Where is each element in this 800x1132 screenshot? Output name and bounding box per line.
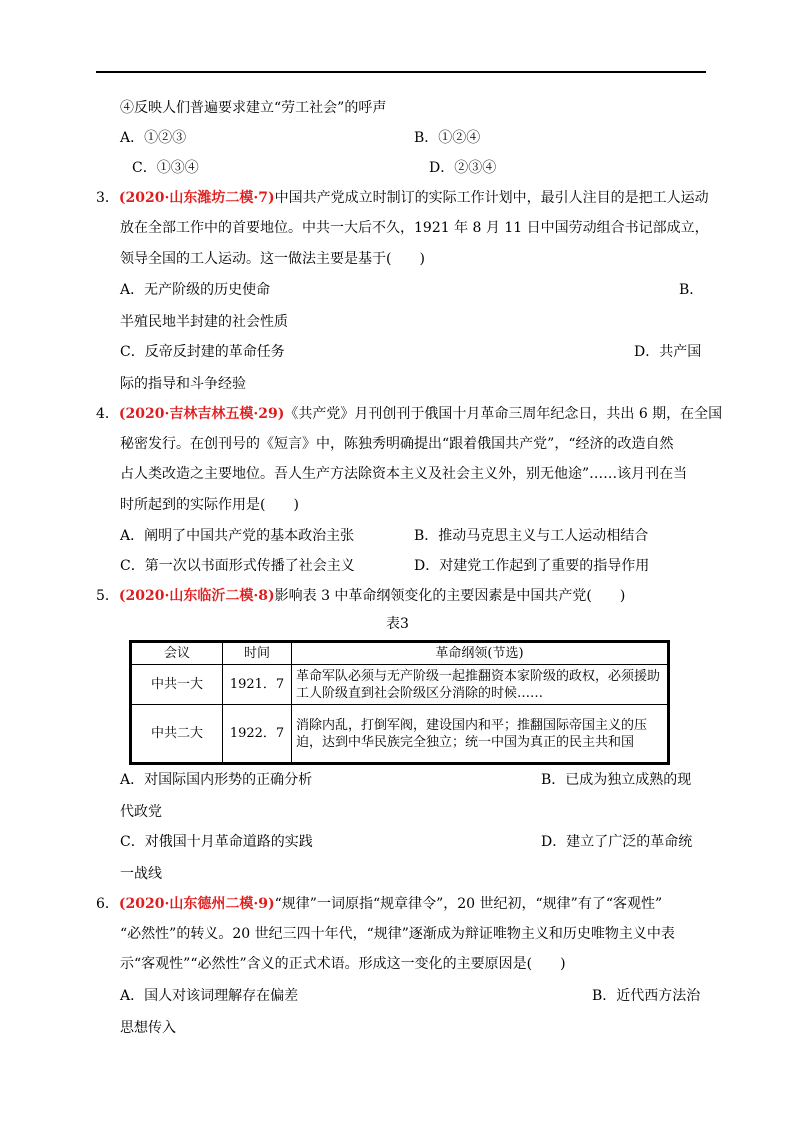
q5-option-b-tail: 代政党 <box>120 804 162 820</box>
q3-option-b-label: B． <box>679 282 704 298</box>
q6-stem-line-1 <box>96 894 662 914</box>
q6-text-1: “规律”一词原指“规章律令”，20 世纪初，“规律”有了“客观性” <box>274 896 663 912</box>
q5-option-a: A．对国际国内形势的正确分析 <box>120 772 313 788</box>
q5-option-c: C．对俄国十月革命道路的实践 <box>120 834 313 850</box>
q6-stem-line-3: 示“客观性”“必然性”含义的正式术语。形成这一变化的主要原因是( ) <box>120 956 566 972</box>
q3-number: 3． <box>96 190 119 206</box>
table-cell: 中共一大 <box>132 665 223 705</box>
header-rule <box>96 71 706 73</box>
q4-text-1: 《共产党》月刊创刊于俄国十月革命三周年纪念日，共出 6 期，在全国 <box>284 406 723 422</box>
q3-option-a: A．无产阶级的历史使命 <box>120 282 271 298</box>
table-cell: 革命军队必须与无产阶级一起推翻资本家阶级的政权，必须援助工人阶级直到社会阶级区分消除的时候…… <box>292 665 668 705</box>
q2-statement-4: ④反映人们普遍要求建立“劳工社会”的呼声 <box>120 100 387 116</box>
q3-source: (2020·山东潍坊二模·7) <box>118 190 275 206</box>
q5-source: (2020·山东临沂二模·8) <box>118 588 275 604</box>
table-header-cell: 革命纲领(节选) <box>292 643 668 665</box>
table-cell: 中共二大 <box>132 705 223 763</box>
q3-stem-line-1 <box>96 188 709 208</box>
q4-option-d: D．对建党工作起到了重要的指导作用 <box>414 558 650 574</box>
table-cell: 1922．7 <box>223 705 292 763</box>
q3-stem-line-3: 领导全国的工人运动。这一做法主要是基于( ) <box>120 251 425 267</box>
q2-option-c: C．①③④ <box>132 160 199 176</box>
q3-text-1: 中国共产党成立时制订的实际工作计划中，最引人注目的是把工人运动 <box>274 190 709 206</box>
q5-option-d-head: D．建立了广泛的革命统 <box>541 834 693 850</box>
q5-text-1: 影响表 3 中革命纲领变化的主要因素是中国共产党( ) <box>274 588 626 604</box>
table-cell: 消除内乱，打倒军阀，建设国内和平；推翻国际帝国主义的压迫，达到中华民族完全独立；统一中国为真正的民主共和国 <box>292 705 668 763</box>
q3-option-c: C．反帝反封建的革命任务 <box>120 344 285 360</box>
q4-source: (2020·吉林吉林五模·29) <box>118 406 285 422</box>
q3-option-b-text: 半殖民地半封建的社会性质 <box>120 314 288 330</box>
q5-option-b-head: B．已成为独立成熟的现 <box>541 772 692 788</box>
q4-option-c: C．第一次以书面形式传播了社会主义 <box>120 558 355 574</box>
q2-option-d: D．②③④ <box>429 160 497 176</box>
program-table <box>131 642 668 763</box>
q5-stem-line-1 <box>96 586 625 606</box>
q6-option-b-tail: 思想传入 <box>120 1020 176 1036</box>
table-row <box>132 665 668 705</box>
q6-option-a: A．国人对该词理解存在偏差 <box>120 988 299 1004</box>
q6-option-b-head: B．近代西方法治 <box>592 988 701 1004</box>
q6-source: (2020·山东德州二模·9) <box>118 896 275 912</box>
q4-stem-line-2: 秘密发行。在创刊号的《短言》中，陈独秀明确提出“跟着俄国共产党”，“经济的改造自然 <box>120 436 674 452</box>
table-header-cell: 时间 <box>223 643 292 665</box>
table-cell: 1921．7 <box>223 665 292 705</box>
table-caption: 表3 <box>386 616 409 632</box>
table-row <box>132 705 668 763</box>
q3-option-d-head: D．共产国 <box>634 344 702 360</box>
q5-option-d-tail: 一战线 <box>120 866 162 882</box>
q4-stem-line-1 <box>96 404 722 424</box>
table-header-row <box>132 643 668 665</box>
q2-option-a: A．①②③ <box>120 130 187 146</box>
table-header-cell: 会议 <box>132 643 223 665</box>
q6-number: 6． <box>96 896 119 912</box>
q4-option-a: A．阐明了中国共产党的基本政治主张 <box>120 528 355 544</box>
q3-option-d-tail: 际的指导和斗争经验 <box>120 376 246 392</box>
q4-option-b: B．推动马克思主义与工人运动相结合 <box>414 528 649 544</box>
q3-stem-line-2: 放在全部工作中的首要地位。中共一大后不久，1921 年 8 月 11 日中国劳动组合书记部成立， <box>120 220 709 236</box>
q4-stem-line-3: 占人类改造之主要地位。吾人生产方法除资本主义及社会主义外，别无他途”……该月刊在当 <box>120 466 688 482</box>
q6-stem-line-2: “必然性”的转义。20 世纪三四十年代，“规律”逐渐成为辩证唯物主义和历史唯物主义中表 <box>120 926 675 942</box>
q5-number: 5． <box>96 588 119 604</box>
q4-number: 4． <box>96 406 119 422</box>
q4-stem-line-4: 时所起到的实际作用是( ) <box>120 497 299 513</box>
q2-option-b: B．①②④ <box>414 130 481 146</box>
